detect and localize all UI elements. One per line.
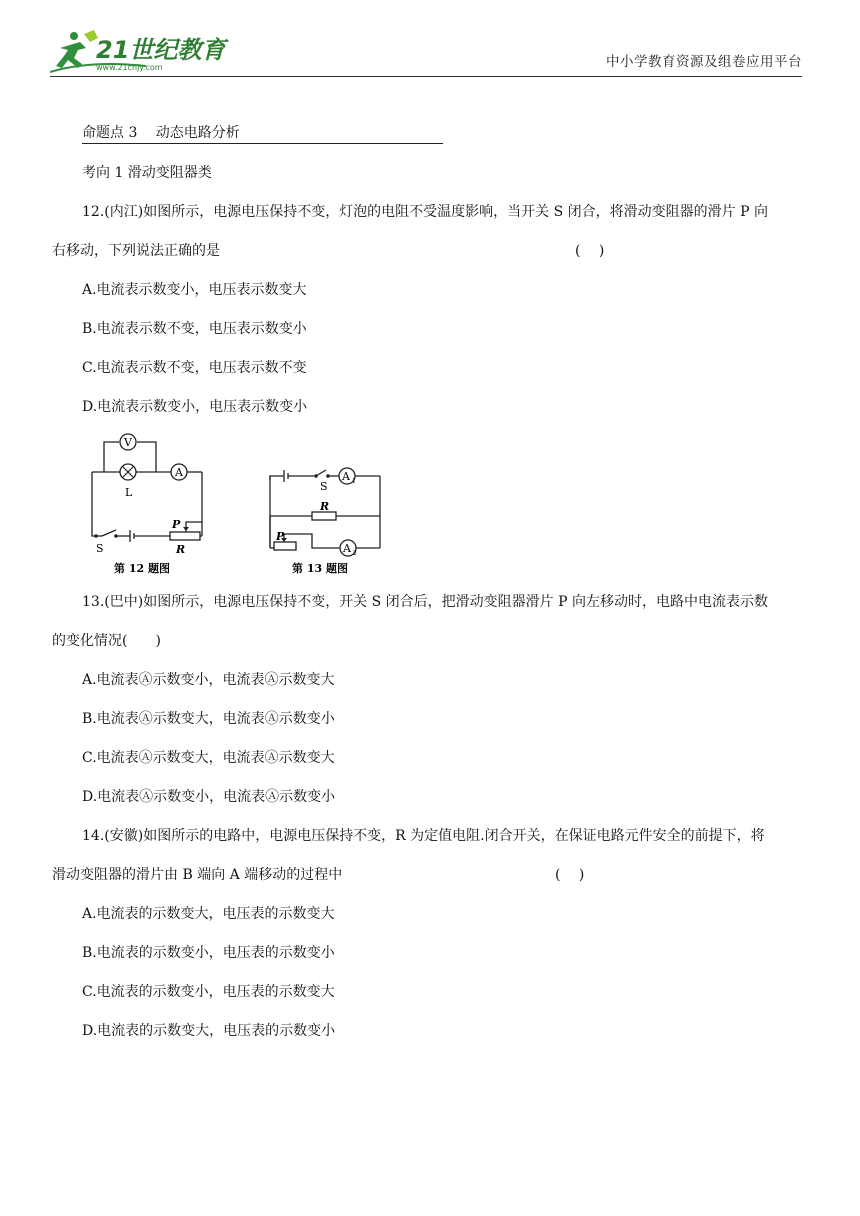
fig12-label-l: L bbox=[125, 486, 133, 499]
q13-option-c: C.电流表Ⓐ示数变大，电流表Ⓐ示数变大 bbox=[82, 750, 335, 766]
q12-option-b: B.电流表示数不变，电压表示数变小 bbox=[82, 321, 307, 337]
q12-line1: 12.(内江)如图所示，电源电压保持不变，灯泡的电阻不受温度影响，当开关 S 闭合，将滑动变阻器的滑片 P 向 bbox=[82, 204, 768, 220]
subsection-title: 考向 1 滑动变阻器类 bbox=[82, 165, 212, 181]
q14-option-b: B.电流表的示数变小，电压表的示数变小 bbox=[82, 945, 335, 961]
q12-option-a: A.电流表示数变小，电压表示数变大 bbox=[82, 282, 307, 298]
fig13-label-p: P bbox=[276, 530, 285, 543]
fig13-label-a2-sub: 2 bbox=[353, 550, 357, 557]
section-title: 命题点 3 动态电路分析 bbox=[82, 123, 443, 144]
fig13-label-r: R bbox=[320, 500, 330, 513]
q14-answer-paren: ( ) bbox=[555, 867, 585, 883]
fig12-label-v: V bbox=[124, 436, 132, 449]
q12-option-c: C.电流表示数不变，电压表示数不变 bbox=[82, 360, 307, 376]
fig13-label-s: S bbox=[320, 480, 328, 493]
q14-option-c: C.电流表的示数变小，电压表的示数变大 bbox=[82, 984, 335, 1000]
platform-name: 中小学教育资源及组卷应用平台 bbox=[606, 54, 802, 70]
fig12-label-p: P bbox=[172, 518, 181, 531]
q14-line1: 14.(安徽)如图所示的电路中，电源电压保持不变，R 为定值电阻.闭合开关，在保证电路元件安全的前提下，将 bbox=[82, 828, 765, 844]
q12-answer-paren: ( ) bbox=[575, 243, 605, 259]
q13-line2: 的变化情况( ) bbox=[52, 633, 161, 649]
q12-option-d: D.电流表示数变小，电压表示数变小 bbox=[82, 399, 308, 415]
q13-option-d: D.电流表Ⓐ示数变小，电流表Ⓐ示数变小 bbox=[82, 789, 336, 805]
page-header bbox=[50, 28, 802, 77]
fig12-caption: 第 12 题图 bbox=[114, 562, 170, 575]
q14-option-d: D.电流表的示数变大，电压表的示数变小 bbox=[82, 1023, 336, 1039]
fig13-label-a1: A bbox=[342, 470, 350, 483]
q13-option-a: A.电流表Ⓐ示数变小，电流表Ⓐ示数变大 bbox=[82, 672, 335, 688]
site-logo bbox=[50, 28, 250, 74]
fig13-label-a1-sub: 1 bbox=[352, 478, 356, 485]
q12-line2: 右移动，下列说法正确的是 bbox=[52, 243, 220, 259]
slider-arrow-icon bbox=[183, 527, 189, 531]
q13-option-b: B.电流表Ⓐ示数变大，电流表Ⓐ示数变小 bbox=[82, 711, 335, 727]
logo-text: 21世纪教育 bbox=[96, 36, 226, 64]
q14-line2: 滑动变阻器的滑片由 B 端向 A 端移动的过程中 bbox=[52, 867, 343, 883]
fig12-label-r: R bbox=[176, 543, 186, 556]
fig12-label-a: A bbox=[175, 466, 183, 479]
fig13-label-a2: A bbox=[343, 542, 351, 555]
fig13-caption: 第 13 题图 bbox=[292, 562, 348, 575]
figure-13-circuit bbox=[262, 462, 392, 580]
figure-12-circuit bbox=[84, 430, 214, 580]
q14-option-a: A.电流表的示数变大，电压表的示数变大 bbox=[82, 906, 335, 922]
q13-line1: 13.(巴中)如图所示，电源电压保持不变，开关 S 闭合后，把滑动变阻器滑片 P 向左移动时，电路中电流表示数 bbox=[82, 594, 768, 610]
fig12-label-s: S bbox=[96, 542, 104, 555]
runner-icon bbox=[56, 32, 86, 68]
logo-url: www.21cnjy.com bbox=[96, 63, 163, 72]
